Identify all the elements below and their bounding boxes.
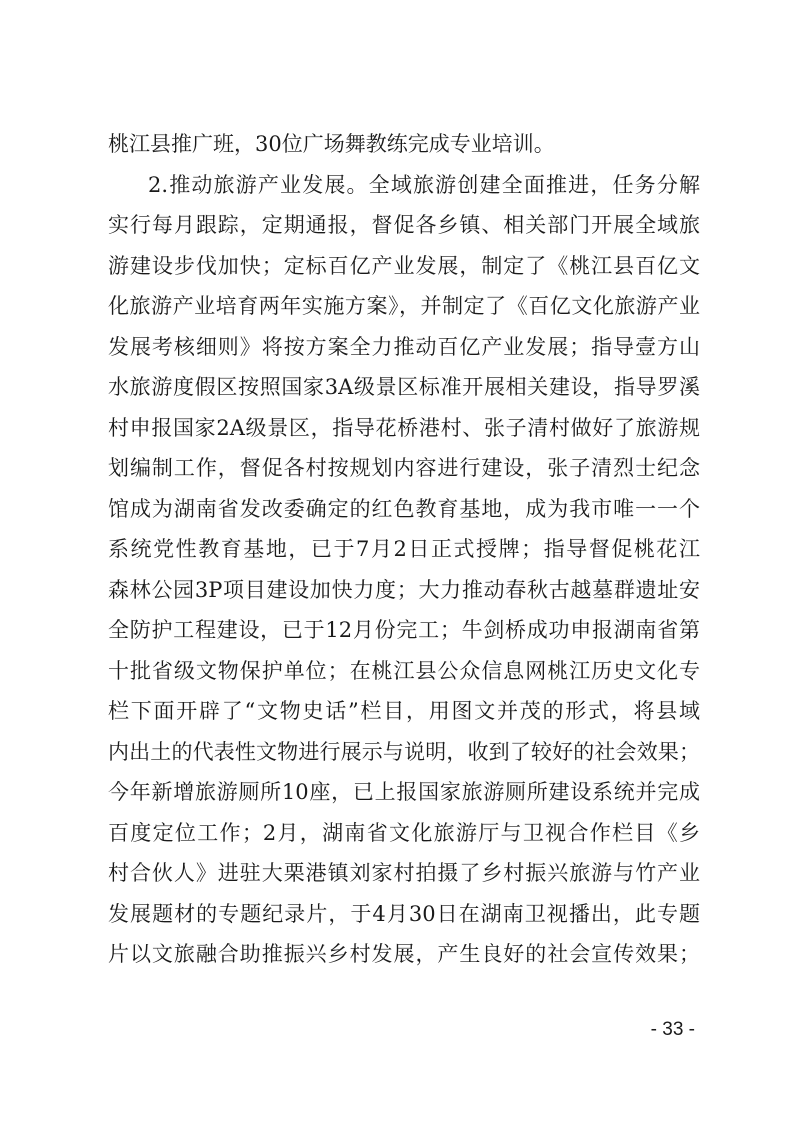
text-line: 村合伙人》进驻大栗港镇刘家村拍摄了乡村振兴旅游与竹产业 bbox=[108, 861, 700, 885]
text-line: 游建设步伐加快；定标百亿产业发展，制定了《桃江县百亿文 bbox=[108, 253, 700, 278]
text-line: 十批省级文物保护单位；在桃江县公众信息网桃江历史文化专 bbox=[108, 658, 700, 683]
text-line: 桃江县推广班，30位广场舞教练完成专业培训。 bbox=[108, 132, 555, 156]
text-line: 全防护工程建设，已于12月份完工；牛剑桥成功申报湖南省第 bbox=[108, 618, 700, 642]
text-line: 系统党性教育基地，已于7月2日正式授牌；指导督促桃花江 bbox=[108, 537, 700, 561]
text-line: 今年新增旅游厕所10座，已上报国家旅游厕所建设系统并完成 bbox=[108, 780, 700, 804]
text-line: 森林公园3P项目建设加快力度；大力推动春秋古越墓群遗址安 bbox=[108, 577, 700, 602]
text-line: 百度定位工作；2月，湖南省文化旅游厅与卫视合作栏目《乡 bbox=[108, 820, 700, 845]
text-line: 内出土的代表性文物进行展示与说明，收到了较好的社会效果； bbox=[108, 739, 700, 764]
text-line: 馆成为湖南省发改委确定的红色教育基地，成为我市唯一一个 bbox=[108, 496, 700, 521]
body-text bbox=[108, 124, 700, 975]
text-line: 划编制工作，督促各村按规划内容进行建设，张子清烈士纪念 bbox=[108, 456, 700, 480]
text-line: 化旅游产业培育两年实施方案》，并制定了《百亿文化旅游产业 bbox=[108, 294, 700, 318]
text-line: 水旅游度假区按照国家3A级景区标准开展相关建设，指导罗溪 bbox=[108, 375, 700, 399]
text-line: 栏下面开辟了“文物史话”栏目，用图文并茂的形式，将县域 bbox=[108, 699, 700, 723]
text-line: 实行每月跟踪，定期通报，督促各乡镇、相关部门开展全域旅 bbox=[108, 213, 700, 237]
text-line: 发展考核细则》将按方案全力推动百亿产业发展；指导壹方山 bbox=[108, 334, 700, 359]
text-line: 片以文旅融合助推振兴乡村发展，产生良好的社会宣传效果； bbox=[108, 942, 700, 966]
text-line: 村申报国家2A级景区，指导花桥港村、张子清村做好了旅游规 bbox=[108, 415, 700, 440]
text-line: 2.推动旅游产业发展。全域旅游创建全面推进，任务分解 bbox=[148, 172, 700, 197]
text-line: 发展题材的专题纪录片，于4月30日在湖南卫视播出，此专题 bbox=[108, 901, 700, 926]
page-number: - 33 - bbox=[650, 1019, 695, 1040]
